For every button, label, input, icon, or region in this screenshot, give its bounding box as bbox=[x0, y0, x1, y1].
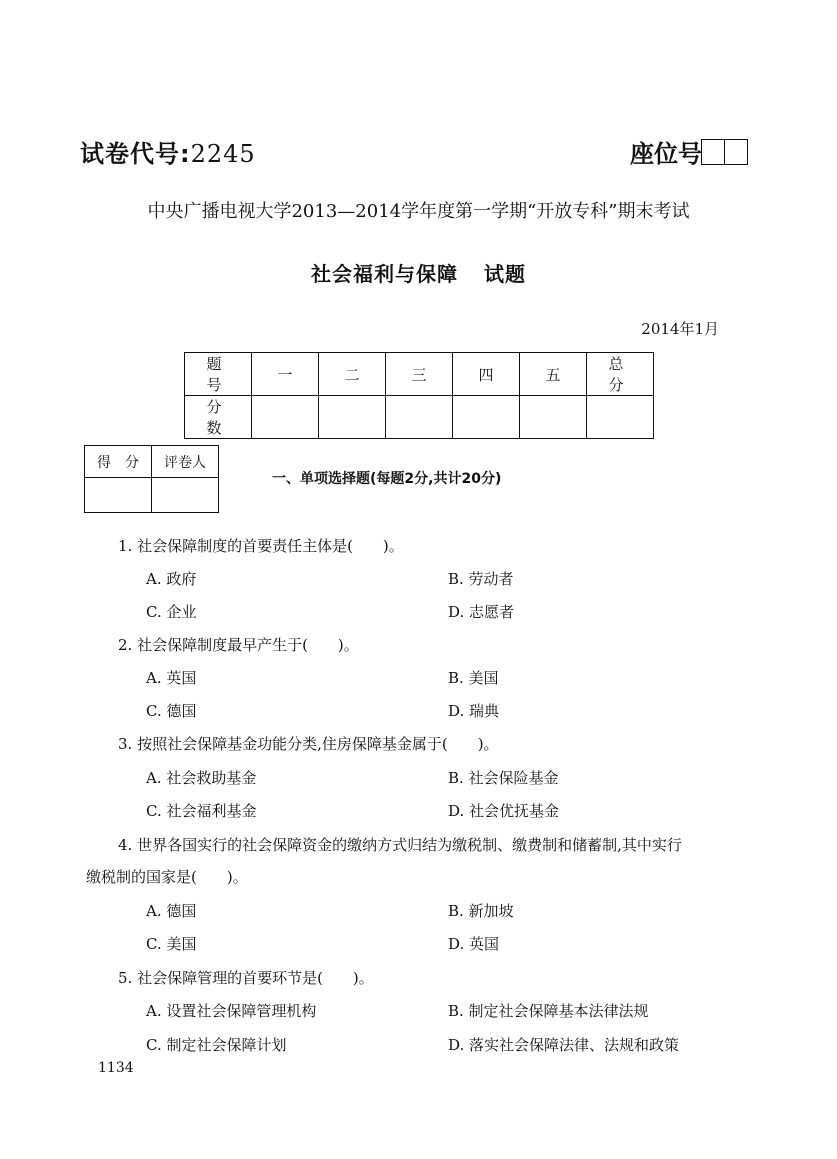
paper-code-label: 试卷代号: bbox=[80, 140, 191, 168]
exam-date: 2014年1月 bbox=[641, 320, 719, 338]
exam-title: 中央广播电视大学2013—2014学年度第一学期“开放专科”期末考试 bbox=[147, 201, 690, 222]
question-stem: 4. 世界各国实行的社会保障资金的缴纳方式归结为缴税制、缴费制和储蓄制,其中实行 bbox=[118, 836, 682, 854]
score-table-header-cell: 总 分 bbox=[587, 353, 654, 396]
score-table-header-cell: 四 bbox=[453, 353, 520, 396]
score-table-header-cell: 二 bbox=[319, 353, 386, 396]
subject-suffix: 试题 bbox=[484, 262, 526, 286]
question-option: B. 劳动者 bbox=[448, 570, 514, 588]
seat-number-box-1[interactable] bbox=[701, 139, 725, 165]
score-cell[interactable] bbox=[520, 396, 587, 439]
score-table-header-cell: 一 bbox=[252, 353, 319, 396]
score-cell[interactable] bbox=[319, 396, 386, 439]
score-table-header-cell: 题 号 bbox=[185, 353, 252, 396]
question-option: A. 德国 bbox=[146, 902, 197, 920]
grader-score-label: 得 分 bbox=[85, 446, 152, 478]
question-option: C. 社会福利基金 bbox=[146, 802, 257, 820]
question-option: D. 英国 bbox=[448, 935, 500, 953]
score-table-row-label: 分 数 bbox=[185, 396, 252, 439]
subject-title bbox=[0, 258, 837, 287]
question-option: C. 制定社会保障计划 bbox=[146, 1036, 287, 1054]
question-option: B. 新加坡 bbox=[448, 902, 514, 920]
grader-score-cell[interactable] bbox=[85, 478, 152, 513]
score-table-header-cell: 三 bbox=[386, 353, 453, 396]
seat-number bbox=[630, 134, 748, 169]
grader-label: 评卷人 bbox=[152, 446, 219, 478]
section-title: 一、单项选择题(每题2分,共计20分) bbox=[272, 471, 502, 487]
question-option: C. 企业 bbox=[146, 603, 197, 621]
question-stem-continuation: 缴税制的国家是( )。 bbox=[86, 868, 248, 886]
question-option: D. 志愿者 bbox=[448, 603, 515, 621]
question-stem: 3. 按照社会保障基金功能分类,住房保障基金属于( )。 bbox=[118, 735, 499, 753]
question-option: A. 社会救助基金 bbox=[146, 769, 257, 787]
question-option: A. 英国 bbox=[146, 669, 197, 687]
score-cell[interactable] bbox=[386, 396, 453, 439]
question-option: C. 德国 bbox=[146, 702, 197, 720]
score-cell[interactable] bbox=[453, 396, 520, 439]
paper-code-number: 2245 bbox=[190, 140, 256, 168]
score-table-score-row bbox=[185, 396, 654, 439]
seat-number-box-2[interactable] bbox=[724, 139, 748, 165]
score-table bbox=[184, 352, 654, 439]
question-option: C. 美国 bbox=[146, 935, 197, 953]
question-stem: 1. 社会保障制度的首要责任主体是( )。 bbox=[118, 537, 404, 555]
question-option: D. 落实社会保障法律、法规和政策 bbox=[448, 1036, 680, 1054]
grader-table-body-row bbox=[85, 478, 219, 513]
seat-number-label: 座位号 bbox=[630, 140, 702, 168]
score-cell[interactable] bbox=[587, 396, 654, 439]
question-stem: 5. 社会保障管理的首要环节是( )。 bbox=[118, 969, 374, 987]
question-option: B. 社会保险基金 bbox=[448, 769, 559, 787]
grader-name-cell[interactable] bbox=[152, 478, 219, 513]
score-table-header-cell: 五 bbox=[520, 353, 587, 396]
score-cell[interactable] bbox=[252, 396, 319, 439]
score-table-header-row bbox=[185, 353, 654, 396]
question-stem: 2. 社会保障制度最早产生于( )。 bbox=[118, 636, 359, 654]
question-option: A. 政府 bbox=[146, 570, 197, 588]
paper-code bbox=[80, 134, 256, 169]
subject-name: 社会福利与保障 bbox=[311, 262, 458, 286]
page-number: 1134 bbox=[98, 1060, 134, 1076]
question-option: B. 美国 bbox=[448, 669, 499, 687]
grader-table-header-row bbox=[85, 446, 219, 478]
grader-table bbox=[84, 445, 219, 513]
question-option: D. 瑞典 bbox=[448, 702, 500, 720]
question-option: D. 社会优抚基金 bbox=[448, 802, 560, 820]
question-option: B. 制定社会保障基本法律法规 bbox=[448, 1002, 649, 1020]
question-option: A. 设置社会保障管理机构 bbox=[146, 1002, 317, 1020]
